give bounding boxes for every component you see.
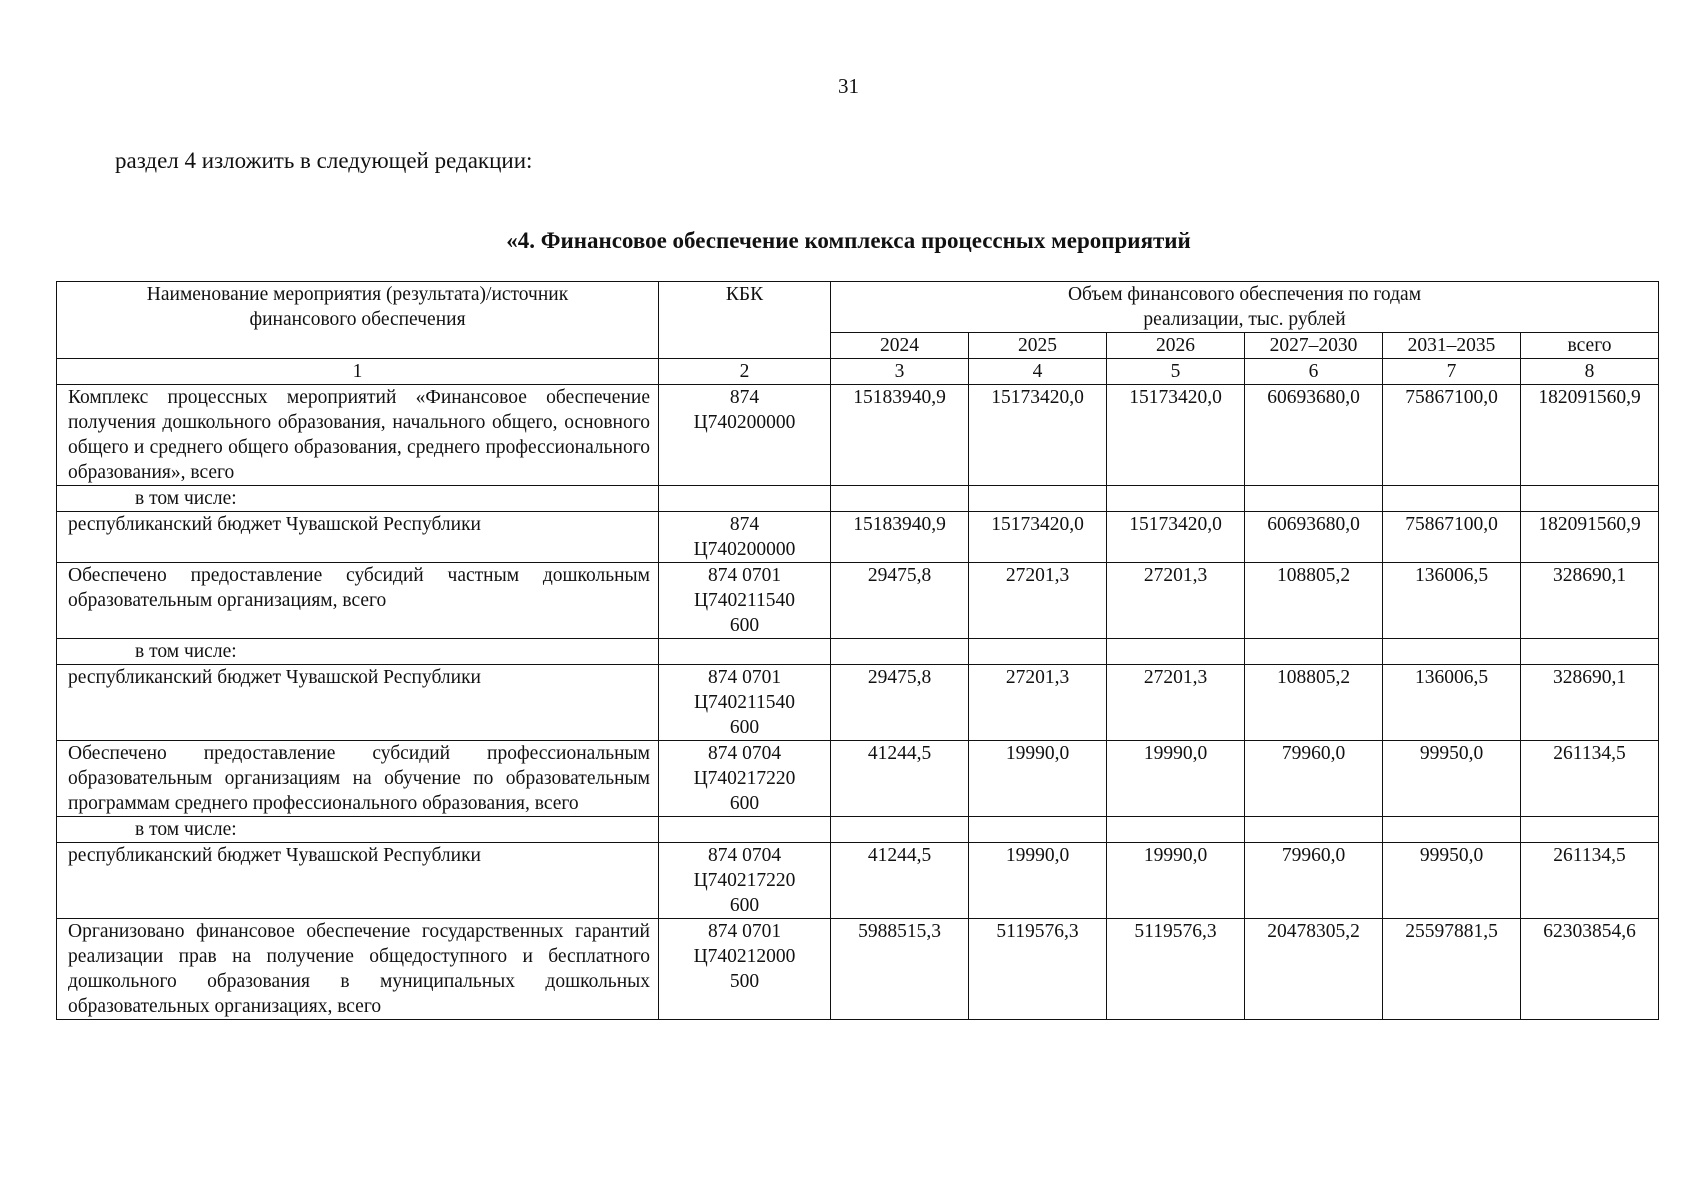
- row-name: республиканский бюджет Чувашской Республики: [57, 665, 659, 741]
- row-value: 19990,0: [969, 843, 1107, 919]
- row-value: 136006,5: [1383, 563, 1521, 639]
- row-value: 27201,3: [969, 665, 1107, 741]
- empty-cell: [1245, 639, 1383, 665]
- empty-cell: [659, 817, 831, 843]
- kbk-line: 874 0701: [707, 667, 782, 688]
- page-number: 31: [838, 74, 859, 98]
- empty-cell: [1521, 486, 1659, 512]
- row-value: 15173420,0: [1107, 385, 1245, 486]
- empty-cell: [1521, 817, 1659, 843]
- row-value: 79960,0: [1245, 741, 1383, 817]
- empty-cell: [659, 639, 831, 665]
- header-kbk-col: КБК: [659, 282, 831, 359]
- empty-cell: [1107, 639, 1245, 665]
- kbk-line: 874 0704: [707, 845, 782, 866]
- empty-cell: [1107, 817, 1245, 843]
- column-number: 5: [1107, 359, 1245, 385]
- row-value: 99950,0: [1383, 843, 1521, 919]
- table-row: [57, 665, 1659, 741]
- kbk-line: Ц740217220: [693, 870, 796, 891]
- row-value: 20478305,2: [1245, 919, 1383, 1020]
- kbk-line: 874: [729, 387, 760, 408]
- row-value: 261134,5: [1521, 843, 1659, 919]
- header-year: 2026: [1107, 333, 1245, 359]
- row-value: 41244,5: [831, 843, 969, 919]
- kbk-line: 874 0701: [707, 921, 782, 942]
- header-year: 2024: [831, 333, 969, 359]
- row-kbk: [659, 919, 831, 1020]
- row-value: 79960,0: [1245, 843, 1383, 919]
- row-value: 19990,0: [1107, 741, 1245, 817]
- row-value: 108805,2: [1245, 563, 1383, 639]
- table-row: [57, 843, 1659, 919]
- row-name: Обеспечено предоставление субсидий профессиональным образовательным организациям на обучение по образовательным программам среднего профессионального образования, всего: [57, 741, 659, 817]
- kbk-line: Ц740212000: [693, 946, 796, 967]
- column-number: 4: [969, 359, 1107, 385]
- row-value: 328690,1: [1521, 563, 1659, 639]
- empty-cell: [1383, 817, 1521, 843]
- row-subtitle: в том числе:: [57, 639, 659, 665]
- table-row: [57, 563, 1659, 639]
- row-value: 261134,5: [1521, 741, 1659, 817]
- row-value: 15183940,9: [831, 385, 969, 486]
- table-row: [57, 741, 1659, 817]
- row-value: 29475,8: [831, 563, 969, 639]
- row-value: 41244,5: [831, 741, 969, 817]
- kbk-line: 600: [729, 615, 760, 636]
- row-value: 27201,3: [969, 563, 1107, 639]
- financing-table: [56, 281, 1659, 1020]
- column-number: 8: [1521, 359, 1659, 385]
- row-value: 29475,8: [831, 665, 969, 741]
- table-row: [57, 919, 1659, 1020]
- header-year: 2025: [969, 333, 1107, 359]
- subtotal-label-row: [57, 817, 1659, 843]
- header-year: 2027–2030: [1245, 333, 1383, 359]
- header-name-col: Наименование мероприятия (результата)/источник финансового обеспечения: [57, 282, 659, 359]
- row-value: 15173420,0: [969, 385, 1107, 486]
- row-kbk: [659, 665, 831, 741]
- row-value: 62303854,6: [1521, 919, 1659, 1020]
- column-number: 3: [831, 359, 969, 385]
- row-name: Обеспечено предоставление субсидий частным дошкольным образовательным организациям, всего: [57, 563, 659, 639]
- column-number: 1: [57, 359, 659, 385]
- empty-cell: [969, 817, 1107, 843]
- empty-cell: [1245, 486, 1383, 512]
- header-year: 2031–2035: [1383, 333, 1521, 359]
- row-value: 5119576,3: [969, 919, 1107, 1020]
- row-name: республиканский бюджет Чувашской Республики: [57, 843, 659, 919]
- kbk-line: 874: [729, 514, 760, 535]
- header-year: всего: [1521, 333, 1659, 359]
- empty-cell: [969, 486, 1107, 512]
- row-value: 15173420,0: [969, 512, 1107, 563]
- row-value: 19990,0: [1107, 843, 1245, 919]
- subtotal-label-row: [57, 486, 1659, 512]
- empty-cell: [1107, 486, 1245, 512]
- empty-cell: [1521, 639, 1659, 665]
- kbk-line: 874 0704: [707, 743, 782, 764]
- row-value: 15173420,0: [1107, 512, 1245, 563]
- row-value: 182091560,9: [1521, 512, 1659, 563]
- row-value: 15183940,9: [831, 512, 969, 563]
- empty-cell: [831, 486, 969, 512]
- row-kbk: [659, 512, 831, 563]
- row-kbk: [659, 741, 831, 817]
- row-value: 27201,3: [1107, 563, 1245, 639]
- row-value: 328690,1: [1521, 665, 1659, 741]
- subtotal-label-row: [57, 639, 1659, 665]
- row-kbk: [659, 843, 831, 919]
- empty-cell: [1383, 639, 1521, 665]
- kbk-line: 874 0701: [707, 565, 782, 586]
- kbk-line: Ц740200000: [693, 539, 796, 560]
- intro-text: раздел 4 изложить в следующей редакции:: [115, 148, 533, 173]
- row-value: 99950,0: [1383, 741, 1521, 817]
- row-value: 5119576,3: [1107, 919, 1245, 1020]
- row-value: 108805,2: [1245, 665, 1383, 741]
- row-value: 27201,3: [1107, 665, 1245, 741]
- empty-cell: [1245, 817, 1383, 843]
- empty-cell: [969, 639, 1107, 665]
- kbk-line: 500: [729, 971, 760, 992]
- header-row: [57, 282, 1659, 333]
- row-subtitle: в том числе:: [57, 817, 659, 843]
- column-number: 7: [1383, 359, 1521, 385]
- kbk-line: 600: [729, 793, 760, 814]
- row-name: Комплекс процессных мероприятий «Финансовое обеспечение получения дошкольного образования, начального общего, основного общего и среднего общего образования, среднего профессионального образования», всего: [57, 385, 659, 486]
- kbk-line: Ц740211540: [693, 590, 796, 611]
- empty-cell: [831, 639, 969, 665]
- row-value: 19990,0: [969, 741, 1107, 817]
- row-value: 182091560,9: [1521, 385, 1659, 486]
- section-title: «4. Финансовое обеспечение комплекса процессных мероприятий: [506, 228, 1191, 253]
- row-value: 75867100,0: [1383, 512, 1521, 563]
- row-value: 136006,5: [1383, 665, 1521, 741]
- row-value: 60693680,0: [1245, 385, 1383, 486]
- empty-cell: [831, 817, 969, 843]
- row-value: 25597881,5: [1383, 919, 1521, 1020]
- table-row: [57, 385, 1659, 486]
- kbk-line: Ц740217220: [693, 768, 796, 789]
- row-kbk: [659, 385, 831, 486]
- kbk-line: 600: [729, 717, 760, 738]
- header-volume-col: Объем финансового обеспечения по годам реализации, тыс. рублей: [831, 282, 1659, 333]
- row-name: Организовано финансовое обеспечение государственных гарантий реализации прав на получение общедоступного и бесплатного дошкольного образования в муниципальных дошкольных образовательных организациях, всего: [57, 919, 659, 1020]
- column-numbers-row: [57, 359, 1659, 385]
- row-subtitle: в том числе:: [57, 486, 659, 512]
- empty-cell: [1383, 486, 1521, 512]
- kbk-line: Ц740211540: [693, 692, 796, 713]
- row-value: 75867100,0: [1383, 385, 1521, 486]
- kbk-line: Ц740200000: [693, 412, 796, 433]
- column-number: 2: [659, 359, 831, 385]
- row-value: 5988515,3: [831, 919, 969, 1020]
- kbk-line: 600: [729, 895, 760, 916]
- row-name: республиканский бюджет Чувашской Республики: [57, 512, 659, 563]
- row-kbk: [659, 563, 831, 639]
- empty-cell: [659, 486, 831, 512]
- table-row: [57, 512, 1659, 563]
- column-number: 6: [1245, 359, 1383, 385]
- row-value: 60693680,0: [1245, 512, 1383, 563]
